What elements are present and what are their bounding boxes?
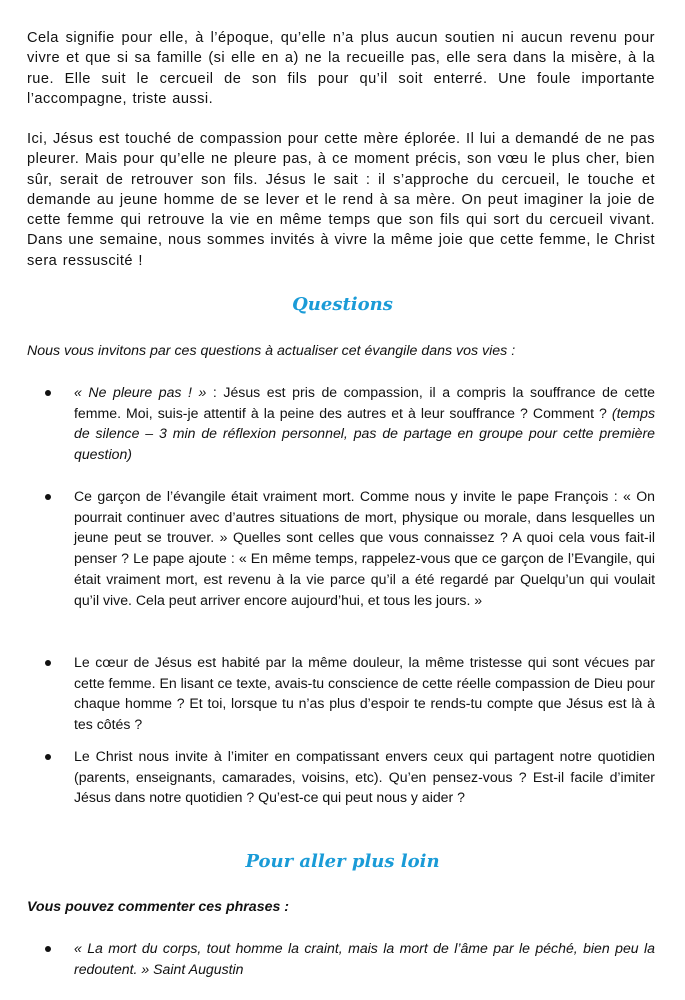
bullet-dot-icon bbox=[45, 660, 51, 666]
question-quote: « Ne pleure pas ! » bbox=[74, 384, 213, 400]
bullet-dot-icon bbox=[45, 390, 51, 396]
bullet-dot-icon bbox=[45, 946, 51, 952]
paragraph-2: Ici, Jésus est touché de compassion pour cette mère éplorée. Il lui a demandé de ne pas pleurer. Mais pour qu’elle ne pleure pas, à ce moment précis, son vœu le plus cher, bien sûr, serait de retrouver son fils. Jésus le sait : il s’approche du cercueil, le touche et demande au jeune homme de se lever et le rend à sa mère. On peut imaginer la joie de cette femme qui retrouve la vie en même temps que son fils qui sort du cercueil vivant. Dans une semaine, nous sommes invités à vivre la même joie que cette femme, le Christ sera ressuscité ! bbox=[27, 131, 655, 269]
paragraph-1: Cela signifie pour elle, à l’époque, qu’elle n’a plus aucun soutien ni aucun revenu pour vivre et que si sa famille (si elle en a) ne la recueille pas, elle sera dans la misère, à la rue. Elle suit le cercueil de son fils pour qu’il soit enterré. Une foule importante l’accompagne, triste aussi. bbox=[27, 30, 655, 107]
question-item-3 bbox=[45, 652, 655, 735]
bullet-dot-icon bbox=[45, 754, 51, 760]
section-title-further: Pour aller plus loin bbox=[245, 851, 440, 872]
bullet-dot-icon bbox=[45, 494, 51, 500]
question-note: (temps de silence – 3 min de réflexion personnel, pas de partage en groupe pour cette première question) bbox=[74, 404, 655, 463]
question-item-4 bbox=[45, 746, 655, 808]
question-text: : Jésus est pris de compassion, il a compris la souffrance de cette femme. Moi, suis-je attentif à la peine des autres et à leur souffrance ? Comment ? bbox=[74, 384, 655, 421]
quote-text: « La mort du corps, tout homme la craint, mais la mort de l’âme par le péché, bien peu la redoutent. » bbox=[74, 940, 655, 977]
questions-intro: Nous vous invitons par ces questions à actualiser cet évangile dans vos vies : bbox=[27, 343, 516, 359]
further-intro: Vous pouvez commenter ces phrases : bbox=[27, 899, 290, 915]
question-item-1 bbox=[45, 382, 655, 465]
question-text: Le Christ nous invite à l’imiter en compatissant envers ceux qui partagent notre quotidien (parents, enseignants, camarades, voisins, etc). Qu’en pensez-vous ? Est-il facile d’imiter Jésus dans notre quotidien ? Qu’est-ce qui peut nous y aider ? bbox=[74, 748, 655, 806]
quote-item-1 bbox=[45, 938, 655, 979]
question-text: Ce garçon de l’évangile était vraiment mort. Comme nous y invite le pape François : « On pourrait continuer avec d’autres situations de mort, physique ou morale, dans lesquelles un jeune peut se trouver. » Quelles sont celles que vous connaissez ? A quoi cela vous fait-il penser ? Le pape ajoute : « En même temps, rappelez-vous que ce garçon de l’Evangile, qui était vraiment mort, est revenu à la vie parce qu’il a été regardé par Quelqu’un qui voulait qu’il vive. Cela peut arriver encore aujourd’hui, et tous les jours. » bbox=[74, 488, 655, 608]
section-title-questions: Questions bbox=[292, 294, 393, 315]
question-item-2 bbox=[45, 486, 655, 610]
quote-author: Saint Augustin bbox=[149, 960, 244, 977]
question-text: Le cœur de Jésus est habité par la même douleur, la même tristesse qui sont vécues par cette femme. En lisant ce texte, avais-tu conscience de cette réelle compassion de Dieu pour chaque homme ? Et toi, lorsque tu n’as plus d’espoir te rends-tu compte que Jésus est là à tes côtés ? bbox=[74, 654, 655, 733]
